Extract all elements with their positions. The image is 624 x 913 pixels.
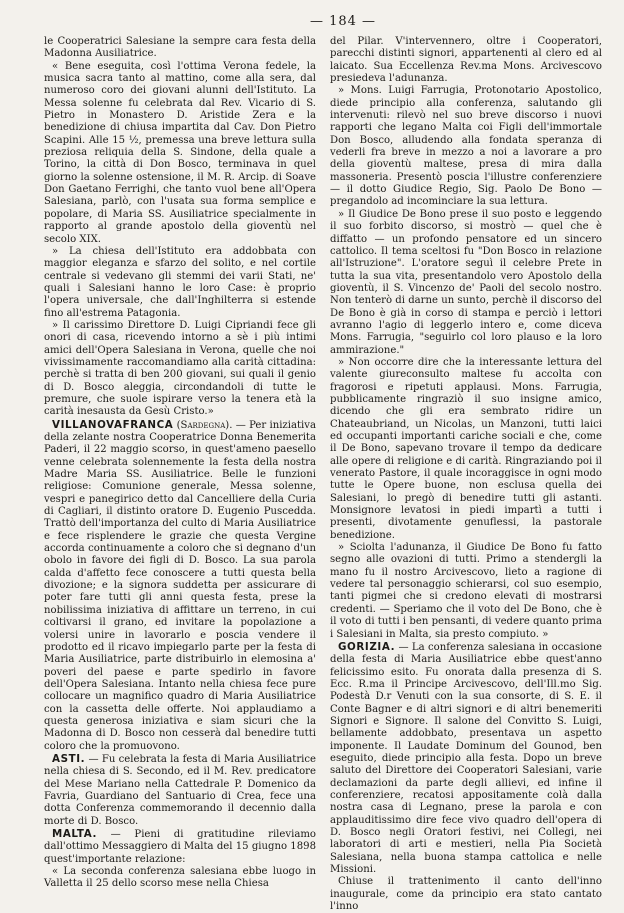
paragraph: del Pilar. V'intervennero, oltre i Cooperatori, parecchi distinti signori, appartenenti al clero ed al laicato. Sua Eccellenza Rev.ma Mons. Arcivescovo presiedeva l'adunanza. — [330, 36, 602, 85]
paragraph: Chiuse il trattenimento il canto dell'inno inaugurale, come da principio era stato cantato l'inno — [330, 876, 602, 913]
paragraph: » La chiesa dell'Istituto era addobbata con maggior eleganza e sfarzo del solito, e nel cortile centrale si vedevano gli stemmi dei varii Stati, ne' quali i Salesiani hanno le loro Case: è proprio l'opera universale, che dall'Inghilterra si estende fino all'estrema Patagonia. — [44, 245, 316, 319]
section-text: — Fu celebrata la festa di Maria Ausiliatrice nella chiesa di S. Secondo, ed il M. Rev. predicatore del Mese Mariano nella Cattedrale P. Domenico da Favria, Guardiano del Santuario di Crea, fece una dotta Conferenza commemorando il decennio dalla morte di D. Bosco. — [44, 753, 316, 827]
section-text: — Pieni di gratitudine rileviamo dall'ottimo Messaggiero di Malta del 15 giugno 1898 quest'importante relazione: — [44, 829, 316, 865]
paragraph: « La seconda conferenza salesiana ebbe luogo in Valletta il 25 dello scorso mese nella Chiesa — [44, 866, 316, 890]
right-column — [330, 36, 602, 913]
place-subheading: (Sardegna). — [176, 419, 233, 431]
left-column — [44, 36, 316, 913]
page-number: — 184 — — [309, 14, 377, 29]
paragraph: » Il Giudice De Bono prese il suo posto e leggendo il suo forbito discorso, si mostrò — quel che è diffatto — un profondo pensatore ed un sincero cattolico. Il tema sceltosi fu "Don Bosco in relazione all'Istruzione". L'oratore seguì il celebre Prete in tutta la sua vita, presentandolo vero Apostolo della gioventù, il S. Vincenzo de' Paoli del secolo nostro. Non tenterò di darne un sunto, perchè il discorso del De Bono è già in corso di stampa e perciò i lettori avranno l'agio di leggerlo intero e, come diceva Mons. Farrugia, "seguirlo col loro plauso e la loro ammirazione." — [330, 208, 602, 356]
section-villanovafranca — [44, 419, 316, 753]
paragraph: » Sciolta l'adunanza, il Giudice De Bono fu fatto segno alle ovazioni di tutti. Primo a stendergli la mano fu il nostro Arcivescovo, lieto a ragione di vedere tal personaggio schierarsi, col suo esempio, tanti pigmei che si credono elevati di mostrarsi credenti. — Speriamo che il voto del De Bono, che è il voto di tutti i ben pensanti, di vedere quanto prima i Salesiani in Malta, sia presto compiuto. » — [330, 542, 602, 640]
section-text: — La conferenza salesiana in occasione della festa di Maria Ausiliatrice ebbe quest'anno felicissimo esito. Fu onorata dalla presenza di S. Ecc. R.ma il Principe Arcivescovo, dell'Ill.mo Sig. Podestà D.r Venuti con la sua consorte, di S. E. il Conte Bagner e di altri signori e di altri benemeriti Signori e Signore. Il salone del Convitto S. Luigi, bellamente addobbato, presentava un aspetto imponente. Il Laudate Dominum del Gounod, ben eseguito, diede principio alla festa. Dopo un breve saluto del Direttore dei Cooperatori Salesiani, varie declamazioni da parte degli allievi, ed infine il conferenziere, recatosi appositamente colà dalla nostra casa di Legnano, prese la parola e con applauditissimo dire fece vivo quadro dell'opera di D. Bosco negli Oratori festivi, nei Collegi, nei laboratori di arti e mestieri, nella Pia Società Salesiana, nella buona stampa cattolica e nelle Missioni. — [330, 641, 602, 876]
section-malta — [44, 828, 316, 866]
section-gorizia — [330, 641, 602, 877]
place-heading: VILLANOVAFRANCA — [52, 418, 174, 431]
paragraph: le Cooperatrici Salesiane la sempre cara festa della Madonna Ausiliatrice. — [44, 36, 316, 60]
place-heading: ASTI. — [52, 752, 86, 765]
place-heading: MALTA. — [52, 828, 97, 840]
text-columns — [44, 36, 602, 913]
place-heading: GORIZIA. — [338, 640, 396, 653]
section-text: — Per iniziativa della zelante nostra Cooperatrice Donna Benemerita Paderi, il 22 maggio scorso, in quest'ameno paesello venne celebrata solennemente la festa della nostra Madre Maria SS. Ausiliatrice. Belle le funzioni religiose: Comunione generale, Messa solenne, vespri e panegirico detto dal Cancelliere della Curia di Cagliari, il distinto oratore D. Eugenio Puscedda. Trattò dell'importanza del culto di Maria Ausiliatrice e fece risplendere le grazie che questa Vergine accorda continuamente a coloro che si degnano d'un obolo in favore dei figli di D. Bosco. La sua parola calda d'affetto fece conoscere a tutti questa bella divozione; e la signora suddetta per assicurare di poter fare tutti gli anni questa festa, prese la nobilissima iniziativa di affittare un terreno, in cui coltivarsi il grano, ed invitare la popolazione a volersi unire in lavorarlo e poscia vendere il prodotto ed il ricavo impiegarlo parte per la festa di Maria Ausiliatrice, parte distribuirlo in elemosina a' poveri del paese e parte spedirlo in favore dell'Opera Salesiana. Intanto nella chiesa fece pure collocare un magnifico quadro di Maria Ausiliatrice con la cassetta delle offerte. Noi applaudiamo a questa generosa iniziativa e siam sicuri che la Madonna di D. Bosco non cesserà dal benedire tutti coloro che la promuovono. — [44, 419, 316, 752]
paragraph: » Mons. Luigi Farrugia, Protonotario Apostolico, diede principio alla conferenza, salutando gli intervenuti: rilevò nel suo breve discorso i nuovi rapporti che legano Malta coi Figli dell'immortale Don Bosco, alludendo alla fondata speranza di vederli fra breve in mezzo a noi a lavorare a pro della gioventù maltese, presa di mira dalla massoneria. Presentò poscia l'illustre conferenziere — il dotto Giudice Regio, Sig. Paolo De Bono — pregandolo ad incominciare la sua lettura. — [330, 85, 602, 208]
paragraph: « Bene eseguita, così l'ottima Verona fedele, la musica sacra tanto al mattino, come alla sera, dal numeroso coro dei giovani alunni dell'Istituto. La Messa solenne fu celebrata dal Rev. Vicario di S. Pietro in Monastero D. Aristide Zera e la benedizione di chiusa impartita dal Cav. Don Pietro Scapini. Alle 15 ½, premessa una breve lettura sulla preziosa reliquia della S. Sindone, della quale a Torino, la città di Don Bosco, terminava in quel giorno la solenne ostensione, il M. R. Arcip. di Soave Don Gaetano Ferrighi, che tanto vuol bene all'Opera Salesiana, parlò, con l'usata sua forma semplice e popolare, di Maria SS. Ausiliatrice specialmente in rapporto al grande apostolo della gioventù nel secolo XIX. — [44, 60, 316, 245]
paragraph: » Non occorre dire che la interessante lettura del valente giureconsulto maltese fu accolta con fragorosi e ripetuti applausi. Mons. Farrugia, pubblicamente ringraziò il suo insigne amico, dicendo che gli era sembrato ridire un Chateaubriand, un Nicolas, un Manzoni, tutti laici ed occupanti importanti cariche sociali e che, come il De Bono, sapevano trovare il tempo da dedicare alle opere di religione e di carità. Ringraziando poi il venerato Pastore, il quale incoraggisce in ogni modo tutte le Opere buone, non esclusa quella dei Salesiani, lo pregò di benedire tutti gli astanti. Monsignore levatosi in piedi impartì a tutti i presenti, divotamente genuflessi, la pastorale benedizione. — [330, 356, 602, 541]
section-asti — [44, 753, 316, 828]
paragraph: » Il carissimo Direttore D. Luigi Cipriandi fece gli onori di casa, ricevendo intorno a sè i più intimi amici dell'Opera Salesiana in Verona, quelle che noi vivissimamente raccomandiamo alla carità cittadina: perchè si tratta di ben 200 giovani, sui quali il genio di D. Bosco aleggia, circondandoli di tutte le premure, che suole ispirare verso la tenera età la carità inesausta da Gesù Cristo.» — [44, 319, 316, 418]
